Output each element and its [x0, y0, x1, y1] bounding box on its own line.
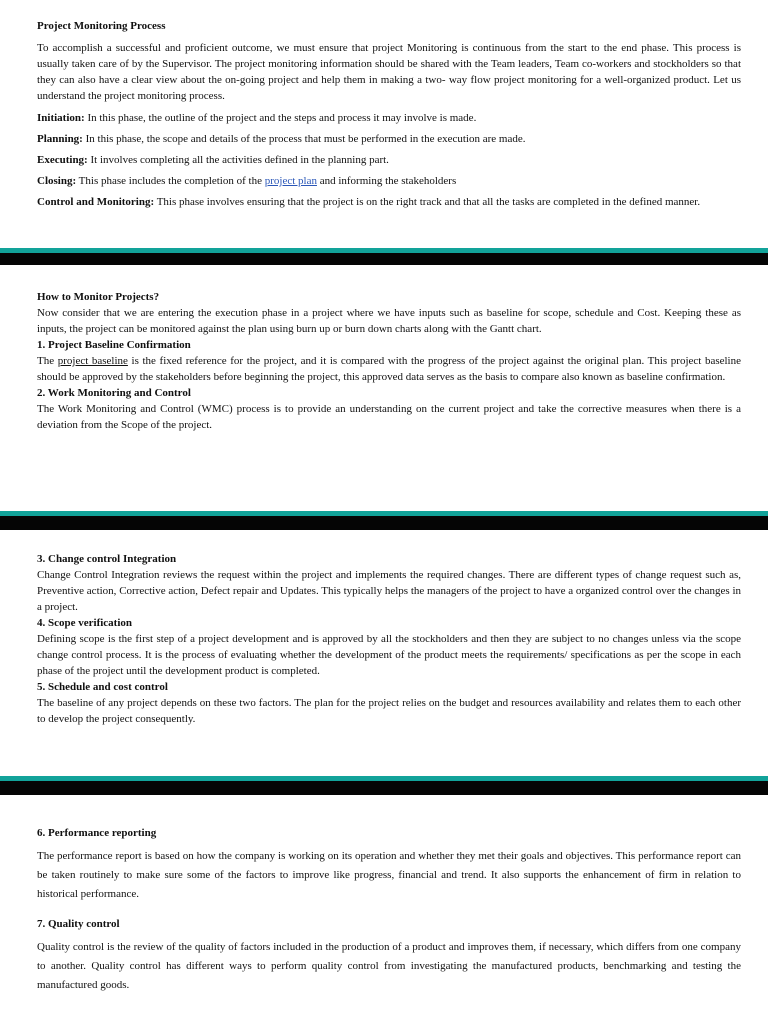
intro-paragraph: To accomplish a successful and proficient outcome, we must ensure that project Monitoring is continuous from the start to the end phase. This process is usually taken care of by the Supervisor. The project monitoring information should be shared with the Team leaders, Team co-workers and stockholders so that they can also have a clear view about the on-going project and help them in making a two- way flow project monitoring for a well-organized product. Let us understand the project monitoring process. [37, 42, 741, 102]
divider-band [0, 511, 768, 530]
performance-paragraph: The performance report is based on how the company is working on its operation and whether they met their goals and objectives. This performance report can be taken routinely to make sure some of the factors to improve like progress, financial and trend. It also supports the enhancement of firm in relation to historical performance. [37, 850, 741, 900]
intro-paragraph: Now consider that we are entering the execution phase in a project where we have inputs such as baseline for scope, schedule and Cost. Keeping these as inputs, the project can be monitored against the plan using burn up or burn down charts along with the Gantt chart. [37, 307, 741, 335]
phase-initiation: Initiation: In this phase, the outline of the project and the steps and process it may involve is made. [37, 112, 477, 124]
subsection-title: 3. Change control Integration [37, 553, 177, 565]
subsection-title: 5. Schedule and cost control [37, 681, 168, 693]
change-control-paragraph: Change Control Integration reviews the request within the project and implements the required changes. There are different types of change request such as, Preventive action, Corrective action, Defect repair and Updates. This typically helps the managers of the project to have a organized control over the changes in a project. [37, 569, 741, 613]
quality-paragraph: Quality control is the review of the quality of factors included in the production of a product and improves them, if necessary, which differs from one company to another. Quality control has different ways to perform quality control from investigating the manufactured products, benchmarking and testing the manufactured goods. [37, 941, 741, 991]
subsection-title: 7. Quality control [37, 918, 120, 930]
divider-band [0, 776, 768, 795]
subsection-title: 1. Project Baseline Confirmation [37, 339, 191, 351]
panel-monitoring-process [0, 0, 768, 248]
project-baseline-term: project baseline [57, 355, 128, 367]
divider-dark [0, 516, 768, 530]
scope-verification-paragraph: Defining scope is the first step of a project development and is approved by all the stockholders and then they are subject to no changes unless via the scope change control process. It is the process of evaluating whether the development of the product meets the requirements/ specifications as per the scope in each phase of the project until the development product is completed. [37, 633, 741, 677]
wmc-paragraph: The Work Monitoring and Control (WMC) process is to provide an understanding on the current project and take the corrective measures when there is a deviation from the Scope of the project. [37, 403, 741, 431]
subsection-title: 2. Work Monitoring and Control [37, 387, 191, 399]
section-title: How to Monitor Projects? [37, 291, 160, 303]
phase-closing: Closing: This phase includes the completion of the project plan and informing the stakeholders [37, 175, 457, 187]
section-title: Project Monitoring Process [37, 20, 166, 32]
phase-planning: Planning: In this phase, the scope and details of the process that must be performed in the execution are made. [37, 133, 526, 145]
baseline-paragraph: The project baseline is the fixed reference for the project, and it is compared with the progress of the project against the original plan. This project baseline should be approved by the stakeholders before beginning the project, this approved data serves as the basis to compare also known as baseline confirmation. [37, 355, 741, 383]
project-plan-link[interactable]: project plan [264, 175, 317, 187]
schedule-cost-paragraph: The baseline of any project depends on these two factors. The plan for the project relies on the budget and resources availability and relates them to each other to develop the project consequently. [37, 697, 741, 725]
divider-dark [0, 781, 768, 795]
panel-how-to-monitor [0, 265, 768, 511]
panel-change-control [0, 530, 768, 776]
phase-executing: Executing: It involves completing all the activities defined in the planning part. [37, 154, 389, 166]
phase-control-monitoring: Control and Monitoring: This phase involves ensuring that the project is on the right track and that all the tasks are completed in the defined manner. [37, 196, 701, 208]
divider-dark [0, 253, 768, 265]
subsection-title: 6. Performance reporting [37, 827, 157, 839]
panel-reporting-quality [0, 795, 768, 1024]
divider-band [0, 248, 768, 265]
subsection-title: 4. Scope verification [37, 617, 133, 629]
